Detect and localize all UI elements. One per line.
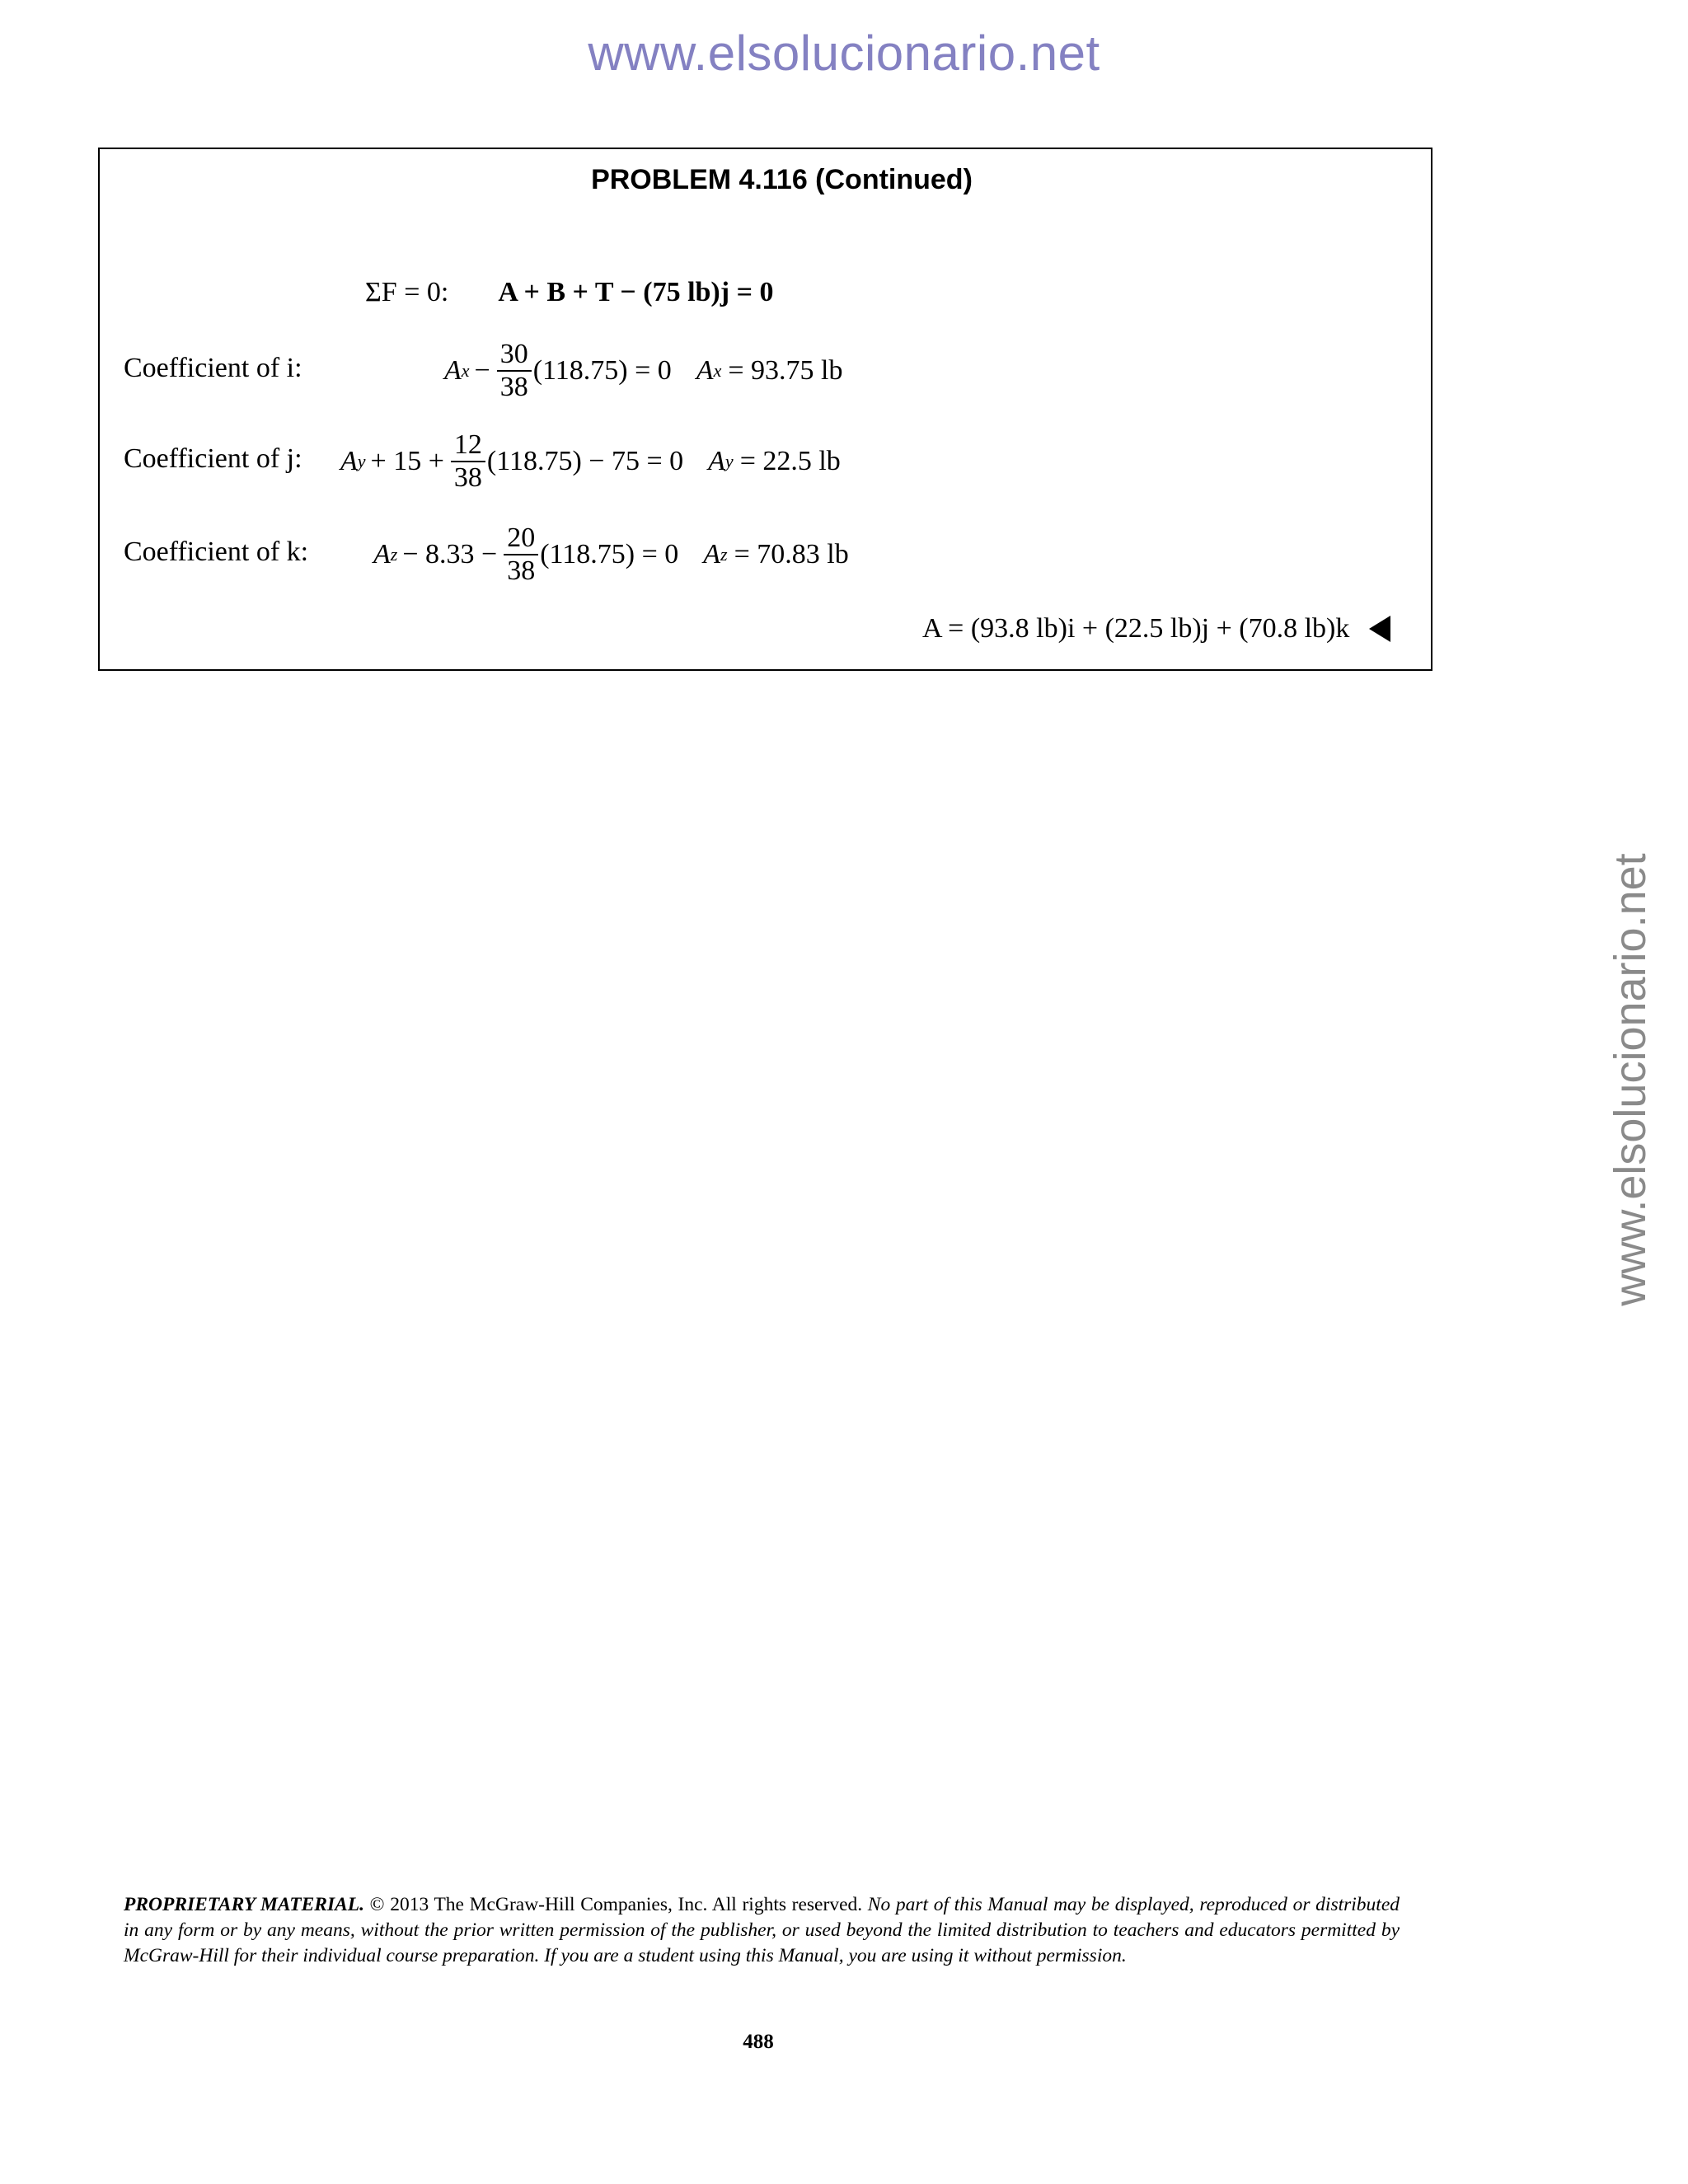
j-fraction-den: 38 bbox=[453, 462, 482, 493]
footer-notice: No part of this Manual may be displayed, reproduced or distributed in any form or by any means, without the prior written permission of the publisher, or used beyond the limited distribution to teachers and educators permitted by McGraw-Hill for their individual course preparation. If you are a student using this Manual, you are using it without permission. bbox=[124, 1894, 1400, 1966]
answer-marker-icon bbox=[1369, 616, 1390, 642]
k-res-val: = 70.83 lb bbox=[734, 539, 849, 569]
page-number: 488 bbox=[743, 2031, 774, 2053]
sum-forces-expression: A + B + T − (75 lb)j = 0 bbox=[498, 277, 774, 307]
j-lhs-sub: y bbox=[357, 451, 366, 471]
k-lhs-var: A bbox=[373, 539, 391, 569]
copyright-footer bbox=[124, 1892, 1400, 1969]
coefficient-k-equation bbox=[373, 523, 849, 587]
i-rest: (118.75) = 0 bbox=[532, 355, 672, 386]
i-fraction-num: 30 bbox=[497, 339, 532, 372]
i-fraction-den: 38 bbox=[499, 372, 528, 402]
j-res-val: = 22.5 lb bbox=[739, 446, 841, 476]
j-lhs-var: A bbox=[340, 446, 358, 476]
sum-forces-equation bbox=[365, 277, 773, 308]
k-fraction-num: 20 bbox=[504, 523, 538, 555]
final-answer bbox=[922, 613, 1390, 644]
j-res-sub: y bbox=[724, 451, 734, 471]
sum-forces-condition: ΣF = 0: bbox=[365, 277, 449, 307]
final-answer-text: A = (93.8 lb)i + (22.5 lb)j + (70.8 lb)k bbox=[922, 613, 1350, 644]
j-fraction-num: 12 bbox=[451, 429, 485, 462]
i-op: − bbox=[474, 355, 490, 386]
j-rest: (118.75) − 75 = 0 bbox=[486, 446, 684, 476]
i-res-val: = 93.75 lb bbox=[728, 355, 843, 386]
k-pre: − 8.33 − bbox=[402, 539, 498, 569]
k-lhs-sub: z bbox=[390, 544, 398, 565]
j-res-var: A bbox=[708, 446, 725, 476]
problem-title: PROBLEM 4.116 (Continued) bbox=[591, 164, 973, 195]
k-fraction-den: 38 bbox=[507, 555, 536, 586]
j-fraction bbox=[451, 429, 485, 494]
i-lhs-sub: x bbox=[461, 360, 470, 381]
i-fraction bbox=[497, 339, 532, 403]
coefficient-i-equation bbox=[444, 339, 842, 403]
i-res-var: A bbox=[696, 355, 714, 386]
i-res-sub: x bbox=[713, 360, 722, 381]
footer-lead: PROPRIETARY MATERIAL. bbox=[124, 1894, 365, 1915]
i-lhs-var: A bbox=[444, 355, 462, 386]
coefficient-k-label: Coefficient of k: bbox=[124, 537, 309, 567]
watermark-side: www.elsolucionario.net bbox=[1606, 853, 1655, 1306]
k-res-sub: z bbox=[720, 544, 728, 565]
watermark-top: www.elsolucionario.net bbox=[588, 26, 1100, 81]
k-fraction bbox=[504, 523, 538, 587]
coefficient-j-label: Coefficient of j: bbox=[124, 443, 302, 474]
coefficient-i-label: Coefficient of i: bbox=[124, 353, 302, 383]
k-rest: (118.75) = 0 bbox=[540, 539, 679, 569]
solution-box bbox=[98, 148, 1432, 671]
coefficient-j-equation bbox=[340, 429, 841, 494]
k-res-var: A bbox=[703, 539, 721, 569]
j-pre: + 15 + bbox=[370, 446, 444, 476]
footer-copyright: © 2013 The McGraw-Hill Companies, Inc. All rights reserved. bbox=[364, 1894, 868, 1915]
